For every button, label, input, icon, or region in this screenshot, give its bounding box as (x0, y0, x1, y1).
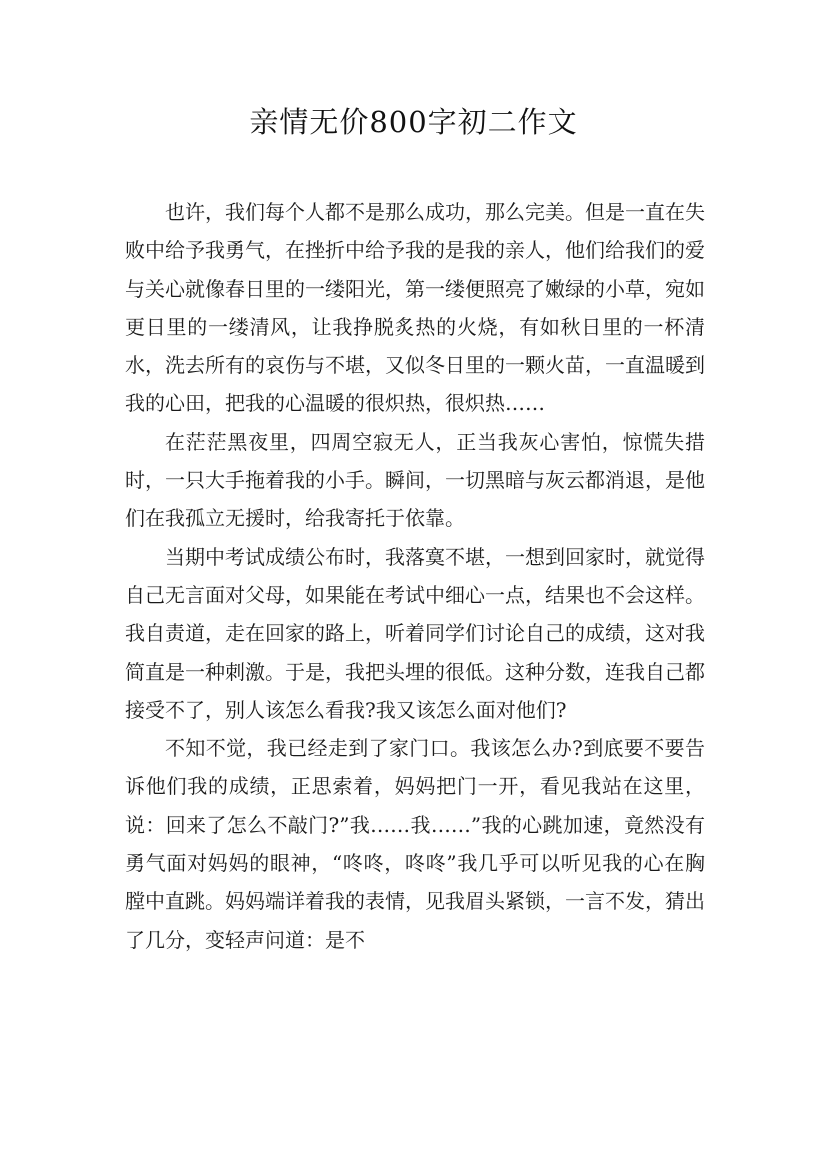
document-body (125, 193, 705, 959)
paragraph: 在茫茫黑夜里，四周空寂无人，正当我灰心害怕，惊慌失措时，一只大手拖着我的小手。瞬间，一切黑暗与灰云都消退，是他们在我孤立无援时，给我寄托于依靠。 (125, 429, 705, 531)
paragraph: 不知不觉，我已经走到了家门口。我该怎么办?到底要不要告诉他们我的成绩，正思索着，妈妈把门一开，看见我站在这里，说：回来了怎么不敲门?”我……我……”我的心跳加速，竟然没有勇气面对妈妈的眼神，“咚咚，咚咚”我几乎可以听见我的心在胸膛中直跳。妈妈端详着我的表情，见我眉头紧锁，一言不发，猜出了几分，变轻声问道：是不 (125, 736, 705, 952)
paragraph: 当期中考试成绩公布时，我落寞不堪，一想到回家时，就觉得自己无言面对父母，如果能在考试中细心一点，结果也不会这样。我自责道，走在回家的路上，听着同学们讨论自己的成绩，这对我简直是一种刺激。于是，我把头埋的很低。这种分数，连我自己都接受不了，别人该怎么看我?我又该怎么面对他们? (125, 544, 705, 722)
paragraph: 也许，我们每个人都不是那么成功，那么完美。但是一直在失败中给予我勇气，在挫折中给予我的是我的亲人，他们给我们的爱与关心就像春日里的一缕阳光，第一缕便照亮了嫩绿的小草，宛如更日里的一缕清风，让我挣脱炙热的火烧，有如秋日里的一杯清水，洗去所有的哀伤与不堪，又似冬日里的一颗火苗，一直温暖到我的心田，把我的心温暖的很炽热，很炽热…… (125, 200, 705, 416)
document-title: 亲情无价800字初二作文 (249, 105, 578, 139)
